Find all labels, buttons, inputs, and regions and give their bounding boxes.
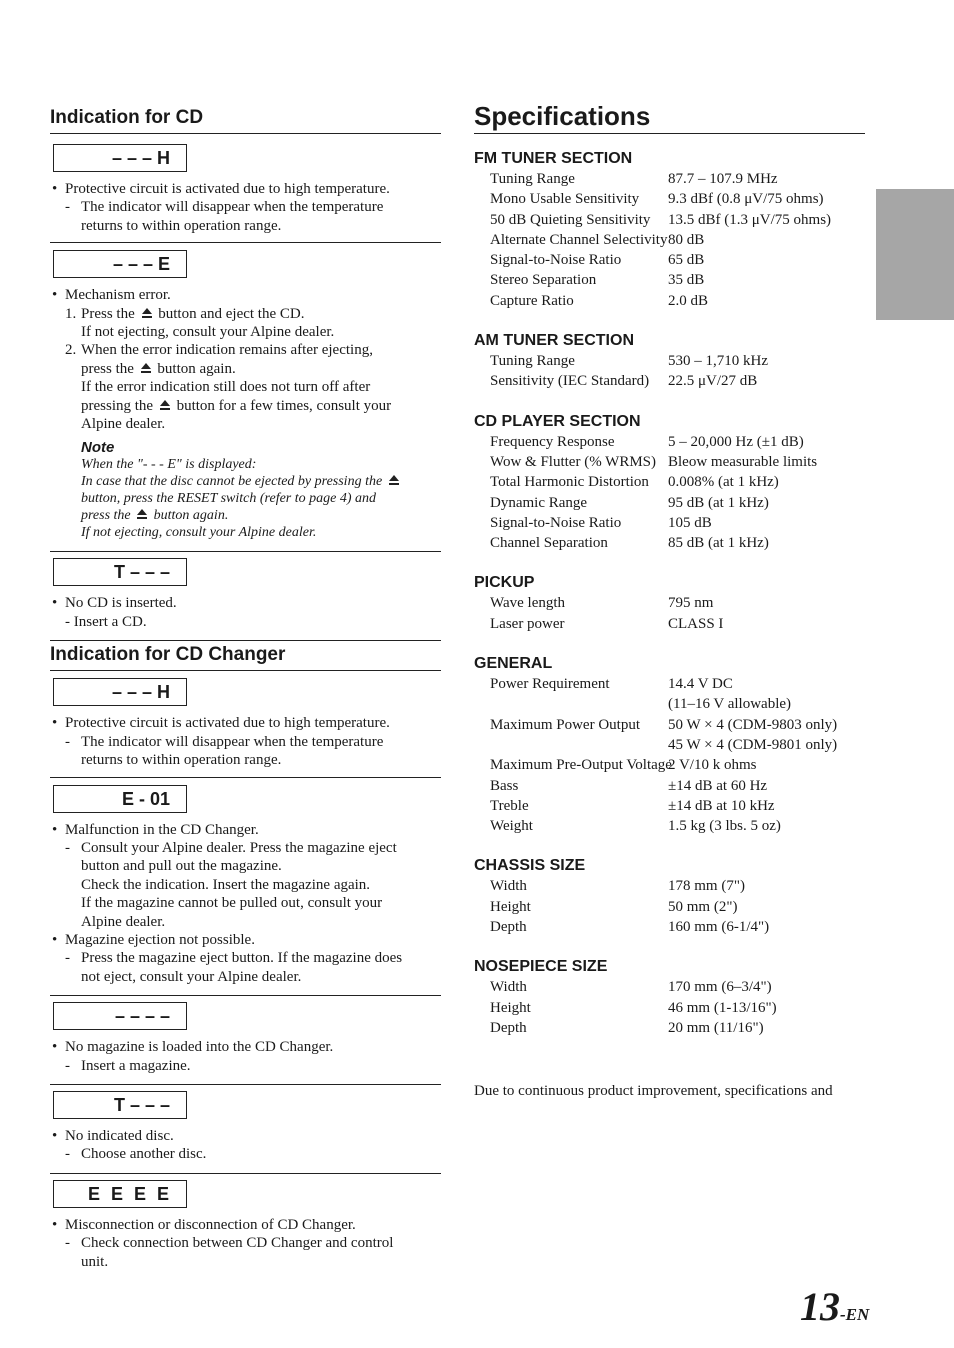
spec-value: 22.5 μV/27 dB [668, 373, 758, 390]
cd-e-step1b: button and eject the CD. [158, 305, 305, 322]
cd-e-step2e: pressing the [81, 397, 154, 414]
cd-e-step2d: If the error indication still does not turn off after [81, 379, 371, 396]
ch-eeee-sub2: unit. [81, 1253, 109, 1270]
code-box-cd-h: – – – H [53, 144, 187, 172]
spec-key: Power Requirement [490, 676, 610, 693]
note-line-2d: button again. [153, 508, 229, 524]
spec-group-heading: FM TUNER SECTION [474, 150, 633, 167]
spec-key: Wave length [490, 595, 566, 612]
spec-row [474, 291, 865, 311]
ch-e01-bullet: Malfunction in the CD Changer. [65, 821, 259, 838]
spec-key [474, 694, 668, 714]
spec-key: Mono Usable Sensitivity [490, 191, 640, 208]
right-column [474, 100, 865, 1058]
page-number-value: 13 [800, 1284, 840, 1329]
eject-icon [388, 474, 400, 486]
spec-row [474, 694, 865, 714]
spec-group-heading: AM TUNER SECTION [474, 332, 634, 350]
spec-value: 795 nm [668, 595, 714, 612]
spec-group-heading: PICKUP [474, 574, 535, 592]
cd-e-step2f: button for a few times, consult your [176, 397, 392, 414]
spec-row [474, 816, 865, 836]
spec-group [474, 149, 865, 311]
spec-row [474, 270, 865, 290]
cd-e-bullet: Mechanism error. [65, 287, 171, 304]
code-box-ch-e01: E - 01 [53, 785, 187, 813]
spec-value: 20 mm (11/16") [668, 1019, 764, 1036]
cd-e-step1c: If not ejecting, consult your Alpine dealer. [81, 324, 335, 341]
code-box-ch-h: – – – H [53, 678, 187, 706]
spec-row [474, 674, 865, 694]
spec-key: Width [490, 878, 527, 895]
spec-row [474, 210, 865, 230]
spec-row [474, 513, 865, 533]
spec-row [474, 735, 865, 755]
code-box-ch-t: T – – – [53, 1091, 187, 1119]
section-title-cd-changer: Indication for CD Changer [50, 640, 441, 671]
spec-value: 530 – 1,710 kHz [668, 353, 768, 370]
spec-value: 0.008% (at 1 kHz) [668, 474, 779, 491]
spec-row [474, 776, 865, 796]
spec-row [474, 230, 865, 250]
spec-value: 50 mm (2") [668, 898, 738, 915]
note-line-2b: button, press the RESET switch (refer to page 4) and [81, 491, 377, 507]
spec-value: 178 mm (7") [668, 878, 745, 895]
spec-value: 45 W × 4 (CDM-9801 only) [668, 736, 838, 753]
spec-key: Maximum Power Output [490, 716, 640, 733]
spec-value: 13.5 dBf (1.3 μV/75 ohms) [668, 211, 832, 228]
footer-note: Due to continuous product improvement, specifications and [474, 1083, 833, 1099]
left-column: Indication for CD – – – H • Protective circuit is activated due to high temperature. - The indicator will disappear when the temperature returns to within operation range. – – – E • Mechanism error. 1. Press the button and eject the CD. If not ejecting, consult your Alpine dealer. 2. When the error indication remains after ejecting, press the button again. If the error indication still does not turn off after pressing the button for a few times, consult your Alpine dealer. Note When the "- - - E" is displayed: In case that the disc cannot be ejected by pressing the button, press the RESET switch (refer to page 4) and press the button again. If not ejecting, consult your Alpine dealer. T – – – • No CD is inserted. - Insert a CD. Indication for CD Changer – – – H • Protective circuit is activated due to high temperature. - The indicator will disappear when the temperature returns to within operation range. E - 01 • Malfunction in the CD Changer. - Consult your Alpine dealer. Press the magazine eject button and pull out the magazine. Check the indication. Insert the magazine again. If the magazine cannot be pulled out, consult your Alpine dealer. • Magazine ejection not possible. - Press the magazine eject button. If the magazine does not eject, consult your Alpine dealer. – – – – • No magazine is loaded into the CD Changer. - Insert a magazine. T – – – • No indicated disc. - Choose another disc. E E E E • Misconnection or disconnection of CD Changer. - Check connection between CD Changer and control unit. [50, 106, 441, 1271]
spec-value: ±14 dB at 10 kHz [668, 797, 775, 814]
spec-row [474, 998, 865, 1018]
ch-t-sub: Choose another disc. [81, 1146, 207, 1163]
spec-key: Alternate Channel Selectivity [490, 231, 668, 248]
spec-value: 170 mm (6–3/4") [668, 979, 772, 996]
specifications-title: Specifications [474, 100, 865, 134]
code-box-cd-t: T – – – [53, 558, 187, 586]
spec-value: 95 dB (at 1 kHz) [668, 494, 769, 511]
spec-group [474, 573, 865, 634]
spec-value: 9.3 dBf (0.8 μV/75 ohms) [668, 191, 824, 208]
spec-key: Dynamic Range [490, 494, 588, 511]
spec-row [474, 614, 865, 634]
note-line-2a: In case that the disc cannot be ejected by pressing the [81, 474, 383, 490]
spec-value: Bleow measurable limits [668, 453, 818, 470]
spec-value: 50 W × 4 (CDM-9803 only) [668, 716, 838, 733]
eject-icon [159, 399, 171, 411]
divider [50, 995, 441, 996]
spec-value: 85 dB (at 1 kHz) [668, 535, 769, 552]
spec-key: 50 dB Quieting Sensitivity [490, 211, 651, 228]
cd-h-bullet: Protective circuit is activated due to high temperature. [65, 181, 390, 197]
spec-row [474, 917, 865, 937]
spec-row [474, 897, 865, 917]
note-line-2c: press the [81, 508, 131, 524]
ch-dash-sub: Insert a magazine. [81, 1057, 191, 1074]
cd-t-sub: - Insert a CD. [65, 613, 147, 630]
spec-group-heading: CD PLAYER SECTION [474, 412, 641, 430]
spec-group-heading: CHASSIS SIZE [474, 857, 586, 875]
spec-key: Frequency Response [490, 433, 615, 450]
spec-value: 105 dB [668, 514, 712, 531]
ch-h-sub: The indicator will disappear when the temperature [81, 733, 384, 750]
spec-value: 5 – 20,000 Hz (±1 dB) [668, 433, 804, 450]
spec-row [474, 351, 865, 371]
spec-group [474, 654, 865, 836]
spec-value: ±14 dB at 60 Hz [668, 777, 768, 794]
spec-key: Stereo Separation [490, 272, 597, 289]
spec-row [474, 250, 865, 270]
spec-key: Width [490, 979, 527, 996]
spec-key: Maximum Pre-Output Voltage [490, 757, 672, 774]
cd-h-sub: The indicator will disappear when the temperature [81, 199, 384, 216]
cd-e-step2b: press the [81, 360, 134, 377]
spec-group-heading: NOSEPIECE SIZE [474, 958, 608, 976]
eject-icon [136, 508, 148, 520]
spec-key: Signal-to-Noise Ratio [490, 514, 622, 531]
spec-value: 1.5 kg (3 lbs. 5 oz) [668, 818, 781, 835]
spec-row [474, 493, 865, 513]
section-title-cd: Indication for CD [50, 106, 441, 134]
spec-value: 160 mm (6-1/4") [668, 919, 770, 936]
divider [50, 242, 441, 243]
spec-value: 2.0 dB [668, 292, 709, 309]
note-line-1: When the "- - - E" is displayed: [81, 457, 257, 473]
divider [50, 777, 441, 778]
ch-e01-bullet2: Magazine ejection not possible. [65, 931, 255, 948]
grey-page-tab [876, 189, 954, 320]
spec-key: Wow & Flutter (% WRMS) [490, 453, 657, 470]
note-title: Note [81, 439, 115, 457]
page-number [800, 1283, 869, 1330]
spec-value: 35 dB [668, 272, 705, 289]
ch-t-bullet: No indicated disc. [65, 1127, 174, 1144]
spec-key: Depth [490, 1019, 527, 1036]
spec-key: Weight [490, 818, 533, 835]
spec-row [474, 876, 865, 896]
code-box-ch-dash: – – – – [53, 1002, 187, 1030]
spec-key: Treble [490, 797, 529, 814]
spec-value: 2 V/10 k ohms [668, 757, 757, 774]
ch-e01-sub1: Consult your Alpine dealer. Press the magazine eject [81, 839, 397, 856]
spec-row [474, 715, 865, 735]
spec-group [474, 412, 865, 554]
spec-group [474, 957, 865, 1038]
spec-group [474, 331, 865, 392]
spec-groups [474, 149, 865, 1038]
spec-value: 87.7 – 107.9 MHz [668, 171, 778, 187]
code-box-ch-eeee: E E E E [53, 1180, 187, 1208]
note-line-3: If not ejecting, consult your Alpine dealer. [81, 525, 317, 541]
ch-h-sub2: returns to within operation range. [81, 752, 282, 769]
spec-row [474, 452, 865, 472]
spec-row [474, 1018, 865, 1038]
ch-dash-bullet: No magazine is loaded into the CD Changer. [65, 1039, 334, 1056]
cd-e-step2g: Alpine dealer. [81, 416, 166, 433]
spec-row [474, 593, 865, 613]
spec-row [474, 796, 865, 816]
spec-value: 65 dB [668, 252, 705, 269]
spec-key: Depth [490, 919, 527, 936]
divider [50, 1173, 441, 1174]
spec-value: CLASS I [668, 615, 724, 632]
spec-key: Tuning Range [490, 171, 575, 187]
spec-value: 14.4 V DC [668, 676, 733, 693]
spec-key: Height [490, 898, 531, 915]
spec-row [474, 977, 865, 997]
code-box-cd-e: – – – E [53, 250, 187, 278]
cd-e-step1a: Press the [81, 305, 135, 322]
ch-eeee-bullet: Misconnection or disconnection of CD Changer. [65, 1216, 356, 1233]
cd-e-step2a: When the error indication remains after ejecting, [81, 342, 373, 359]
spec-key: Bass [490, 777, 519, 794]
spec-group-heading: GENERAL [474, 655, 553, 673]
ch-e01-sub1d: If the magazine cannot be pulled out, consult your [81, 895, 383, 912]
ch-h-bullet: Protective circuit is activated due to high temperature. [65, 715, 390, 732]
spec-key: Tuning Range [490, 353, 575, 370]
spec-row [474, 189, 865, 209]
spec-row [474, 371, 865, 391]
spec-key: Signal-to-Noise Ratio [490, 252, 622, 269]
spec-row [474, 533, 865, 553]
spec-key: Capture Ratio [490, 292, 574, 309]
cd-e-step2c: button again. [157, 360, 236, 377]
ch-e01-sub1b: button and pull out the magazine. [81, 858, 282, 875]
spec-group [474, 856, 865, 937]
spec-key: Laser power [490, 615, 565, 632]
spec-key: Total Harmonic Distortion [490, 474, 649, 491]
divider [50, 551, 441, 552]
cd-h-sub2: returns to within operation range. [81, 217, 282, 234]
spec-key: Height [490, 999, 531, 1016]
spec-key [474, 735, 668, 755]
spec-key: Sensitivity (IEC Standard) [490, 373, 650, 390]
spec-row [474, 755, 865, 775]
spec-row [474, 432, 865, 452]
spec-row [474, 472, 865, 492]
ch-e01-sub2: Press the magazine eject button. If the magazine does [81, 950, 403, 967]
spec-value: (11–16 V allowable) [668, 696, 792, 713]
spec-row [474, 169, 865, 189]
cd-t-bullet: No CD is inserted. [65, 595, 177, 612]
spec-value: 80 dB [668, 231, 705, 248]
ch-e01-sub1c: Check the indication. Insert the magazine again. [81, 876, 371, 893]
ch-e01-sub2b: not eject, consult your Alpine dealer. [81, 968, 302, 985]
spec-key: Channel Separation [490, 535, 608, 552]
divider [50, 1084, 441, 1085]
eject-icon [140, 362, 152, 374]
spec-value: 46 mm (1-13/16") [668, 999, 777, 1016]
ch-eeee-sub: Check connection between CD Changer and control [81, 1235, 394, 1252]
page-number-suffix: -EN [840, 1305, 870, 1324]
eject-icon [141, 307, 153, 319]
ch-e01-sub1e: Alpine dealer. [81, 913, 166, 930]
